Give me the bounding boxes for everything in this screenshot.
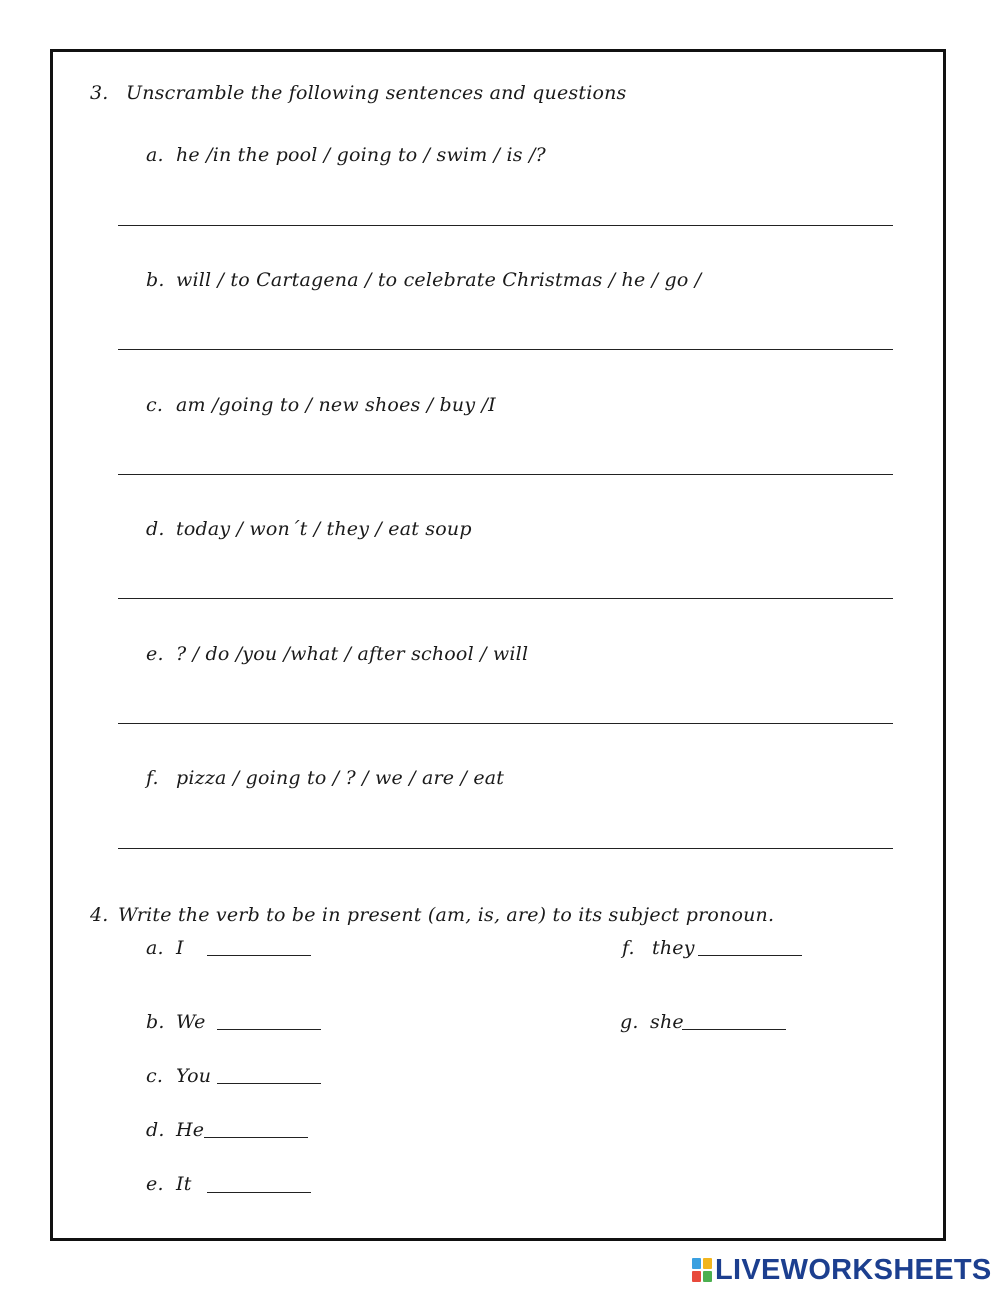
answer-line-d[interactable]: [118, 598, 893, 599]
answer-line-b[interactable]: [118, 349, 893, 350]
pronoun-label: It: [176, 1173, 192, 1195]
pronoun-label: she: [650, 1011, 684, 1033]
logo-text: LIVEWORKSHEETS: [715, 1253, 992, 1286]
unscramble-item-b: [146, 269, 701, 291]
pronoun-label: You: [176, 1065, 212, 1087]
pronoun-item-e: [146, 1173, 192, 1195]
item-prompt: am /going to / new shoes / buy /I: [176, 394, 496, 416]
item-prompt: ? / do /you /what / after school / will: [176, 643, 529, 665]
section3-title: Unscramble the following sentences and questions: [126, 82, 627, 104]
item-letter: b.: [146, 1011, 165, 1033]
blank-d[interactable]: [204, 1137, 308, 1138]
section4-title: Write the verb to be in present (am, is, are) to its subject pronoun.: [118, 904, 775, 926]
answer-line-e[interactable]: [118, 723, 893, 724]
item-prompt: will / to Cartagena / to celebrate Christmas / he / go /: [176, 269, 702, 291]
pronoun-label: We: [176, 1011, 206, 1033]
answer-line-c[interactable]: [118, 474, 893, 475]
pronoun-label: they: [652, 937, 695, 959]
blank-a[interactable]: [207, 955, 311, 956]
pronoun-item-g: [620, 1011, 684, 1033]
blank-e[interactable]: [207, 1192, 311, 1193]
item-prompt: pizza / going to / ? / we / are / eat: [176, 767, 505, 789]
pronoun-item-c: [146, 1065, 211, 1087]
blank-g[interactable]: [682, 1029, 786, 1030]
pronoun-label: He: [176, 1119, 205, 1141]
section3-heading: [90, 82, 627, 104]
item-letter: c.: [146, 394, 164, 416]
section4-heading: [90, 904, 774, 926]
item-letter: e.: [146, 643, 164, 665]
section4-number: 4.: [90, 904, 109, 926]
pronoun-item-d: [146, 1119, 204, 1141]
pronoun-label: I: [176, 937, 184, 959]
section3-number: 3.: [90, 82, 109, 104]
unscramble-item-d: [146, 518, 472, 540]
item-prompt: today / won´t / they / eat soup: [176, 518, 472, 540]
item-letter: d.: [146, 1119, 165, 1141]
unscramble-item-c: [146, 394, 496, 416]
pronoun-item-f: [622, 937, 695, 959]
pronoun-item-b: [146, 1011, 206, 1033]
logo-blocks-icon: [692, 1258, 712, 1282]
item-letter: d.: [146, 518, 165, 540]
item-letter: f.: [146, 767, 159, 789]
item-letter: c.: [146, 1065, 164, 1087]
blank-f[interactable]: [698, 955, 802, 956]
unscramble-item-f: [146, 767, 504, 789]
liveworksheets-logo[interactable]: [692, 1253, 992, 1287]
unscramble-item-e: [146, 643, 528, 665]
blank-b[interactable]: [217, 1029, 321, 1030]
pronoun-item-a: [146, 937, 184, 959]
answer-line-a[interactable]: [118, 225, 893, 226]
item-letter: e.: [146, 1173, 164, 1195]
item-letter: a.: [146, 937, 164, 959]
item-prompt: he /in the pool / going to / swim / is /?: [176, 144, 546, 166]
answer-line-f[interactable]: [118, 848, 893, 849]
item-letter: a.: [146, 144, 164, 166]
item-letter: f.: [622, 937, 635, 959]
blank-c[interactable]: [217, 1083, 321, 1084]
item-letter: b.: [146, 269, 165, 291]
item-letter: g.: [620, 1011, 639, 1033]
unscramble-item-a: [146, 144, 546, 166]
